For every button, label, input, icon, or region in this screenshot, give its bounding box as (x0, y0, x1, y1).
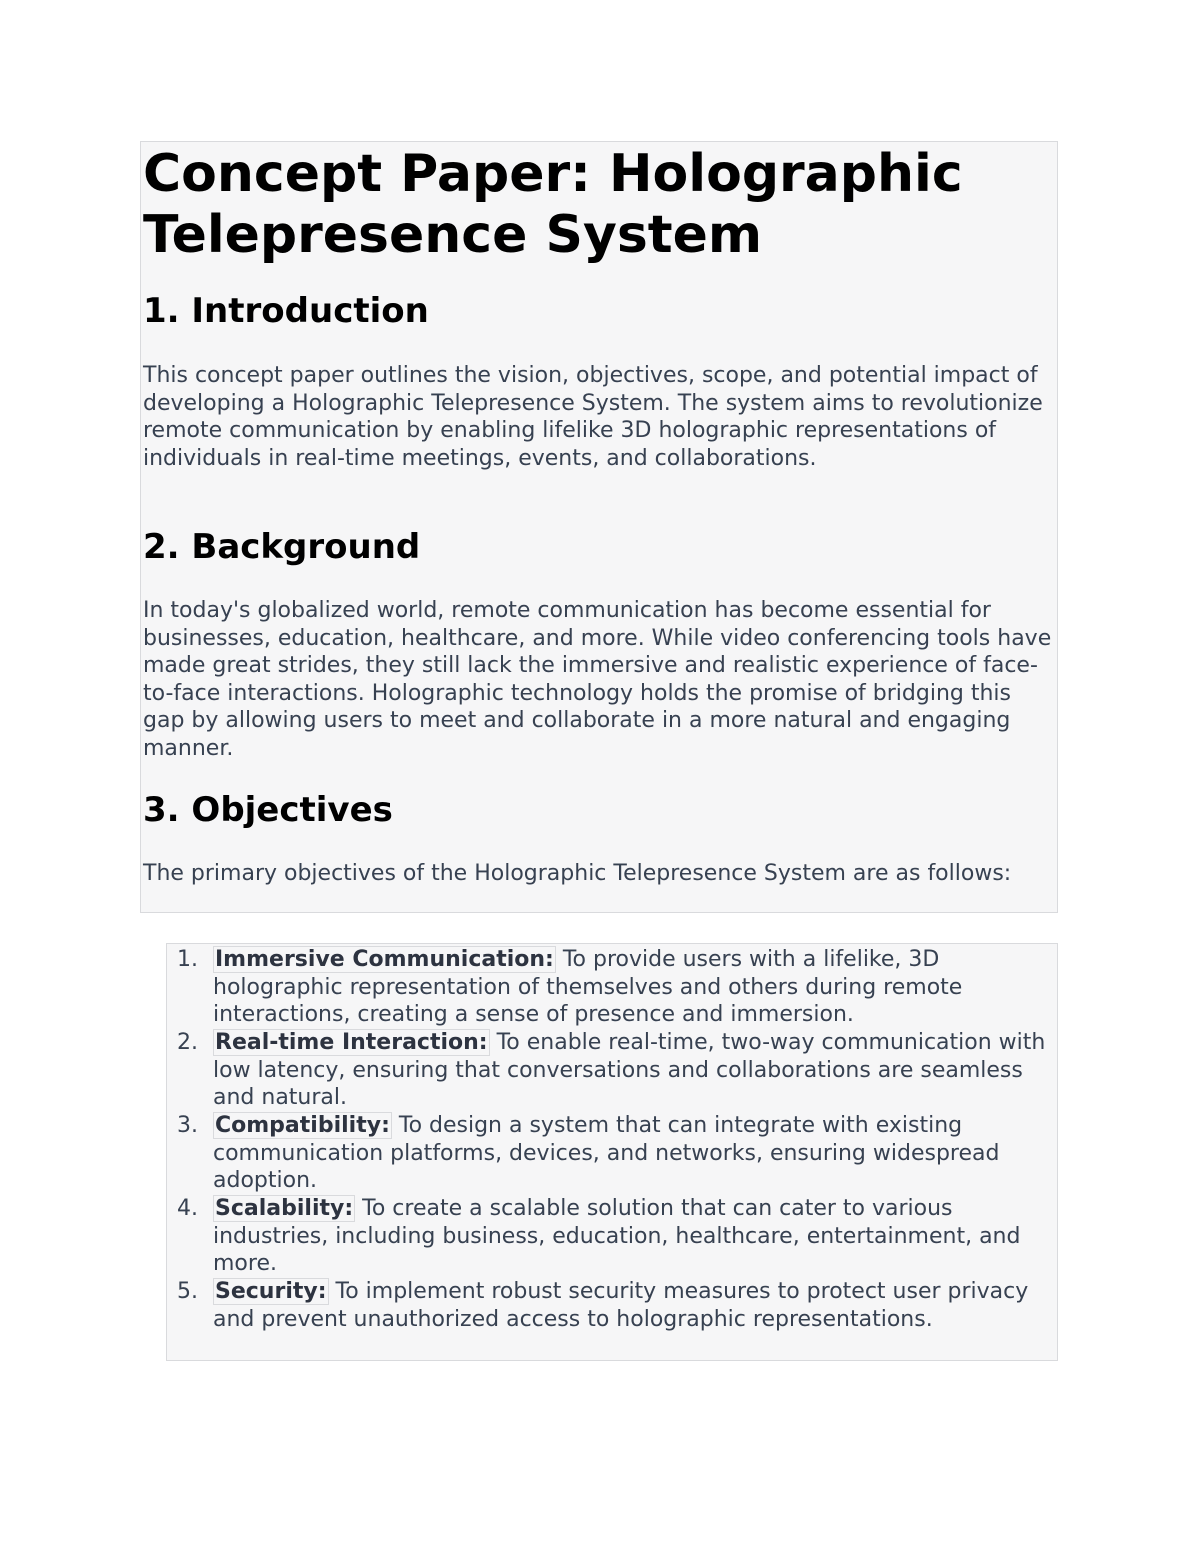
list-item-number: 5. (177, 1279, 198, 1304)
document-main-block (140, 141, 1058, 913)
section-text-background: In today's globalized world, remote communication has become essential for businesses, education, healthcare, and more. While video conferencing tools have made great strides, they still lack the immersive and realistic experience of face-to-face interactions. Holographic technology holds the promise of bridging this gap by allowing users to meet and collaborate in a more natural and engaging manner. (143, 598, 1052, 761)
list-item-body (213, 1112, 1059, 1195)
list-item-body (213, 1195, 1059, 1278)
list-item-number: 1. (177, 947, 198, 972)
section-heading-background: 2. Background (143, 527, 421, 567)
list-item-term: Compatibility: (215, 1113, 390, 1138)
section-heading-introduction: 1. Introduction (143, 291, 429, 331)
list-item-number: 2. (177, 1030, 198, 1055)
section-text-introduction: This concept paper outlines the vision, objectives, scope, and potential impact of developing a Holographic Telepresence System. The system aims to revolutionize remote communication by enabling lifelike 3D holographic representations of individuals in real-time meetings, events, and collaborations. (143, 363, 1043, 471)
list-item-term: Scalability: (215, 1196, 354, 1221)
list-item-term: Security: (215, 1279, 327, 1304)
list-item-text: To provide users with a lifelike, 3D holographic representation of themselves and others during remote interactions, creating a sense of presence and immersion. (213, 947, 963, 1027)
list-item-text: To enable real-time, two-way communication with low latency, ensuring that conversations and collaborations are seamless and natural. (213, 1030, 1046, 1110)
list-item-body (213, 1029, 1059, 1112)
list-item-text: To design a system that can integrate with existing communication platforms, devices, and networks, ensuring widespread adoption. (213, 1113, 1000, 1193)
list-item-text: To create a scalable solution that can cater to various industries, including business, education, healthcare, entertainment, and more. (213, 1196, 1021, 1276)
section-text-objectives: The primary objectives of the Holographic Telepresence System are as follows: (143, 861, 1012, 886)
objectives-list-block (166, 943, 1058, 1361)
section-heading-objectives: 3. Objectives (143, 790, 393, 830)
list-item-number: 4. (177, 1196, 198, 1221)
list-item-body (213, 1278, 1059, 1333)
list-item-term: Immersive Communication: (215, 947, 554, 972)
document-title: Concept Paper: Holographic Telepresence System (143, 144, 963, 265)
list-item-term: Real-time Interaction: (215, 1030, 488, 1055)
list-item-body (213, 946, 1059, 1029)
list-item-text: To implement robust security measures to protect user privacy and prevent unauthorized access to holographic representations. (213, 1279, 1029, 1332)
list-item-number: 3. (177, 1113, 198, 1138)
